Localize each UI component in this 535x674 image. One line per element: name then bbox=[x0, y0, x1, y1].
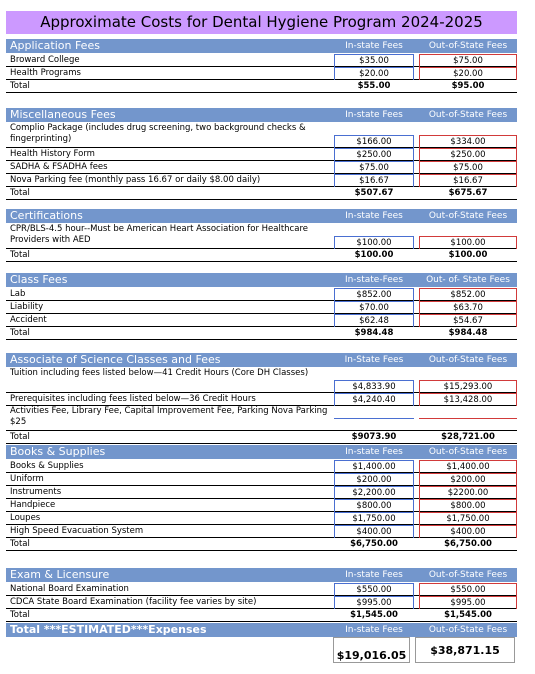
row-label: Accident bbox=[10, 315, 47, 325]
table-row bbox=[6, 67, 517, 80]
row-label: Activities Fee, Library Fee, Capital Improvement Fee, Parking Nova Parking $25 bbox=[10, 406, 328, 427]
row-label: CPR/BLS-4.5 hour--Must be American Heart Association for Healthcare Providers with AED bbox=[10, 224, 308, 245]
out-state-value: $1,400.00 bbox=[419, 460, 517, 473]
out-state-value: $1,750.00 bbox=[419, 512, 517, 525]
row-label: Total bbox=[10, 432, 30, 442]
in-state-value: $6,750.00 bbox=[350, 539, 398, 549]
out-state-value: $984.48 bbox=[448, 328, 488, 338]
total-row bbox=[6, 187, 517, 200]
table-row bbox=[6, 174, 517, 187]
section-header bbox=[6, 209, 517, 223]
section-heading: Class Fees bbox=[10, 273, 68, 286]
table-row bbox=[6, 224, 517, 249]
total-row bbox=[6, 431, 517, 444]
row-label: Liability bbox=[10, 302, 44, 312]
table-row bbox=[6, 314, 517, 327]
out-state-value bbox=[419, 418, 517, 419]
in-state-value: $166.00 bbox=[334, 135, 414, 148]
section-header bbox=[6, 273, 517, 287]
total-row bbox=[6, 609, 517, 622]
in-state-value: $70.00 bbox=[334, 301, 414, 314]
col-out-state-header: Out-of-State Fees bbox=[428, 447, 508, 457]
row-label: Total bbox=[10, 81, 30, 91]
table-row bbox=[6, 486, 517, 499]
row-label: Total bbox=[10, 539, 30, 549]
grand-total-label: Total ***ESTIMATED***Expenses bbox=[10, 623, 207, 636]
out-state-value: $100.00 bbox=[419, 236, 517, 249]
grand-col-out-state: Out-of-State Fees bbox=[428, 625, 508, 635]
row-label: Instruments bbox=[10, 487, 62, 497]
row-label: Health Programs bbox=[10, 68, 81, 78]
out-state-value: $400.00 bbox=[419, 525, 517, 538]
total-row bbox=[6, 249, 517, 262]
section-heading: Miscellaneous Fees bbox=[10, 108, 116, 121]
out-state-value: $550.00 bbox=[419, 583, 517, 596]
col-in-state-header: In-state Fees bbox=[345, 41, 403, 51]
out-state-value: $15,293.00 bbox=[419, 380, 517, 393]
out-state-value: $63.70 bbox=[419, 301, 517, 314]
col-in-state-header: In-state Fees bbox=[345, 211, 403, 221]
col-in-state-header: In-state Fees bbox=[345, 570, 403, 580]
out-state-value: $200.00 bbox=[419, 473, 517, 486]
section-header bbox=[6, 445, 517, 459]
out-state-value: $16.67 bbox=[419, 174, 517, 187]
col-in-state-header: In-state Fees bbox=[345, 110, 403, 120]
table-row bbox=[6, 54, 517, 67]
in-state-value: $35.00 bbox=[334, 54, 414, 67]
page-title: Approximate Costs for Dental Hygiene Program 2024-2025 bbox=[6, 11, 517, 34]
out-state-value: $54.67 bbox=[419, 314, 517, 327]
out-state-value: $20.00 bbox=[419, 67, 517, 80]
in-state-value bbox=[334, 418, 414, 419]
col-out-state-header: Out- of- State Fees bbox=[426, 275, 510, 285]
row-label: Complio Package (includes drug screening, two background checks & fingerprinting) bbox=[10, 123, 306, 144]
row-label: Lab bbox=[10, 289, 26, 299]
out-state-value: $28,721.00 bbox=[441, 432, 495, 442]
out-state-value: $1,545.00 bbox=[444, 610, 492, 620]
section-heading: Application Fees bbox=[10, 39, 100, 52]
table-row bbox=[6, 460, 517, 473]
out-state-value: $2200.00 bbox=[419, 486, 517, 499]
in-state-value: $200.00 bbox=[334, 473, 414, 486]
in-state-value: $852.00 bbox=[334, 288, 414, 301]
table-row bbox=[6, 583, 517, 596]
out-state-value: $852.00 bbox=[419, 288, 517, 301]
table-row bbox=[6, 288, 517, 301]
in-state-value: $20.00 bbox=[334, 67, 414, 80]
row-label: SADHA & FSADHA fees bbox=[10, 162, 108, 172]
in-state-value: $984.48 bbox=[354, 328, 394, 338]
grand-total-out-state: $38,871.15 bbox=[415, 637, 515, 663]
in-state-value: $9073.90 bbox=[351, 432, 397, 442]
section-heading: Exam & Licensure bbox=[10, 568, 110, 581]
row-label: Total bbox=[10, 328, 30, 338]
row-label: Broward College bbox=[10, 55, 80, 65]
grand-total-header bbox=[6, 623, 517, 637]
in-state-value: $100.00 bbox=[334, 236, 414, 249]
col-out-state-header: Out-of-State Fees bbox=[428, 211, 508, 221]
row-label: Loupes bbox=[10, 513, 41, 523]
row-label: Total bbox=[10, 610, 30, 620]
table-row bbox=[6, 406, 517, 431]
out-state-value: $95.00 bbox=[451, 81, 485, 91]
out-state-value: $100.00 bbox=[448, 250, 488, 260]
table-row bbox=[6, 368, 517, 393]
out-state-value: $800.00 bbox=[419, 499, 517, 512]
total-row bbox=[6, 80, 517, 93]
in-state-value: $1,545.00 bbox=[350, 610, 398, 620]
out-state-value: $675.67 bbox=[448, 188, 488, 198]
in-state-value: $1,750.00 bbox=[334, 512, 414, 525]
in-state-value: $62.48 bbox=[334, 314, 414, 327]
grand-total-in-state: $19,016.05 bbox=[333, 637, 410, 663]
in-state-value: $75.00 bbox=[334, 161, 414, 174]
col-in-state-header: In-state Fees bbox=[345, 447, 403, 457]
table-row bbox=[6, 301, 517, 314]
col-out-state-header: Out-of-State Fees bbox=[428, 41, 508, 51]
in-state-value: $800.00 bbox=[334, 499, 414, 512]
row-label: Books & Supplies bbox=[10, 461, 84, 471]
total-row bbox=[6, 538, 517, 551]
table-row bbox=[6, 512, 517, 525]
row-label: Nova Parking fee (monthly pass 16.67 or daily $8.00 daily) bbox=[10, 175, 261, 185]
in-state-value: $507.67 bbox=[354, 188, 394, 198]
row-label: Health History Form bbox=[10, 149, 95, 159]
col-out-state-header: Out-of-State Fees bbox=[428, 355, 508, 365]
in-state-value: $400.00 bbox=[334, 525, 414, 538]
in-state-value: $995.00 bbox=[334, 596, 414, 609]
col-out-state-header: Out-of-State Fees bbox=[428, 570, 508, 580]
in-state-value: $4,240.40 bbox=[334, 393, 414, 406]
in-state-value: $4,833.90 bbox=[334, 380, 414, 393]
row-label: Handpiece bbox=[10, 500, 56, 510]
in-state-value: $2,200.00 bbox=[334, 486, 414, 499]
out-state-value: $250.00 bbox=[419, 148, 517, 161]
row-label: Uniform bbox=[10, 474, 44, 484]
in-state-value: $550.00 bbox=[334, 583, 414, 596]
table-row bbox=[6, 596, 517, 609]
row-label: Total bbox=[10, 188, 30, 198]
grand-col-in-state: In-state Fees bbox=[345, 625, 403, 635]
out-state-value: $334.00 bbox=[419, 135, 517, 148]
section-header bbox=[6, 108, 517, 122]
col-in-state-header: In-State Fees bbox=[344, 355, 404, 365]
in-state-value: $100.00 bbox=[354, 250, 394, 260]
section-header bbox=[6, 568, 517, 582]
table-row bbox=[6, 161, 517, 174]
section-heading: Certifications bbox=[10, 209, 83, 222]
in-state-value: $55.00 bbox=[357, 81, 391, 91]
row-label: Prerequisites including fees listed below—36 Credit Hours bbox=[10, 394, 256, 404]
table-row bbox=[6, 393, 517, 406]
out-state-value: $13,428.00 bbox=[419, 393, 517, 406]
row-label: Tuition including fees listed below—41 Credit Hours (Core DH Classes) bbox=[10, 368, 309, 378]
out-state-value: $6,750.00 bbox=[444, 539, 492, 549]
in-state-value: $1,400.00 bbox=[334, 460, 414, 473]
row-label: High Speed Evacuation System bbox=[10, 526, 144, 536]
in-state-value: $250.00 bbox=[334, 148, 414, 161]
table-row bbox=[6, 148, 517, 161]
out-state-value: $75.00 bbox=[419, 161, 517, 174]
section-heading: Books & Supplies bbox=[10, 445, 106, 458]
row-label: CDCA State Board Examination (facility fee varies by site) bbox=[10, 597, 257, 607]
col-in-state-header: In-state-Fees bbox=[344, 275, 404, 285]
table-row bbox=[6, 473, 517, 486]
section-header bbox=[6, 353, 517, 367]
section-heading: Associate of Science Classes and Fees bbox=[10, 353, 221, 366]
out-state-value: $995.00 bbox=[419, 596, 517, 609]
in-state-value: $16.67 bbox=[334, 174, 414, 187]
table-row bbox=[6, 499, 517, 512]
row-label: Total bbox=[10, 250, 30, 260]
table-row bbox=[6, 123, 517, 148]
table-row bbox=[6, 525, 517, 538]
row-label: National Board Examination bbox=[10, 584, 129, 594]
out-state-value: $75.00 bbox=[419, 54, 517, 67]
col-out-state-header: Out-of-State Fees bbox=[428, 110, 508, 120]
section-header bbox=[6, 39, 517, 53]
total-row bbox=[6, 327, 517, 340]
